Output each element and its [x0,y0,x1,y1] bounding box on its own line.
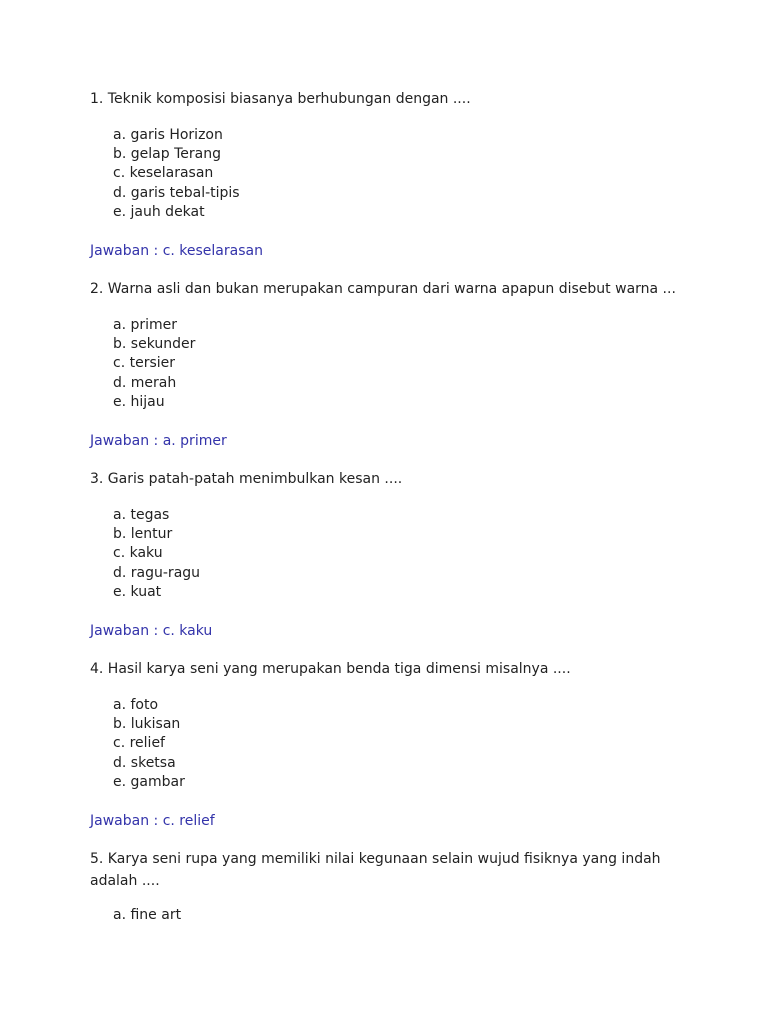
option-item: d. garis tebal-tipis [113,184,240,201]
option-item: b. sekunder [113,336,196,353]
option-item: a. primer [113,317,178,334]
question-block-1 [90,88,690,262]
question-block-3 [90,468,690,642]
question-text: 2. Warna asli dan bukan merupakan campuran dari warna apapun disebut warna ... [90,281,676,298]
option-item: d. sketsa [113,754,176,771]
option-list [113,316,690,412]
option-item: e. gambar [113,773,185,790]
answer-text: Jawaban : c. keselarasan [90,243,263,260]
answer-text: Jawaban : c. relief [90,813,215,830]
question-block-4 [90,658,690,832]
question-block-5 [90,848,690,925]
option-item: a. fine art [113,907,182,924]
question-block-2 [90,278,690,452]
option-item: b. lukisan [113,716,181,733]
option-list [113,506,690,602]
option-item: e. kuat [113,583,162,600]
option-item: b. lentur [113,526,173,543]
question-text: 4. Hasil karya seni yang merupakan benda tiga dimensi misalnya .... [90,661,571,678]
option-item: a. garis Horizon [113,127,223,143]
option-item: b. gelap Terang [113,146,221,163]
answer-text: Jawaban : c. kaku [90,623,213,640]
option-item: d. merah [113,374,177,391]
option-item: c. tersier [113,355,176,372]
question-text: 5. Karya seni rupa yang memiliki nilai kegunaan selain wujud fisiknya yang indah adalah .... [90,851,661,890]
question-text: 1. Teknik komposisi biasanya berhubungan dengan .... [90,91,471,107]
option-list [113,906,690,925]
question-text: 3. Garis patah-patah menimbulkan kesan .... [90,471,403,488]
document-page [90,88,690,941]
option-item: e. jauh dekat [113,203,205,220]
option-item: d. ragu-ragu [113,564,201,581]
option-item: c. kaku [113,545,163,562]
option-list [113,126,690,222]
option-list [113,696,690,792]
option-item: a. tegas [113,507,170,524]
option-item: c. keselarasan [113,165,214,182]
answer-text: Jawaban : a. primer [90,433,227,450]
option-item: c. relief [113,735,165,752]
option-item: a. foto [113,697,159,714]
option-item: e. hijau [113,393,165,410]
